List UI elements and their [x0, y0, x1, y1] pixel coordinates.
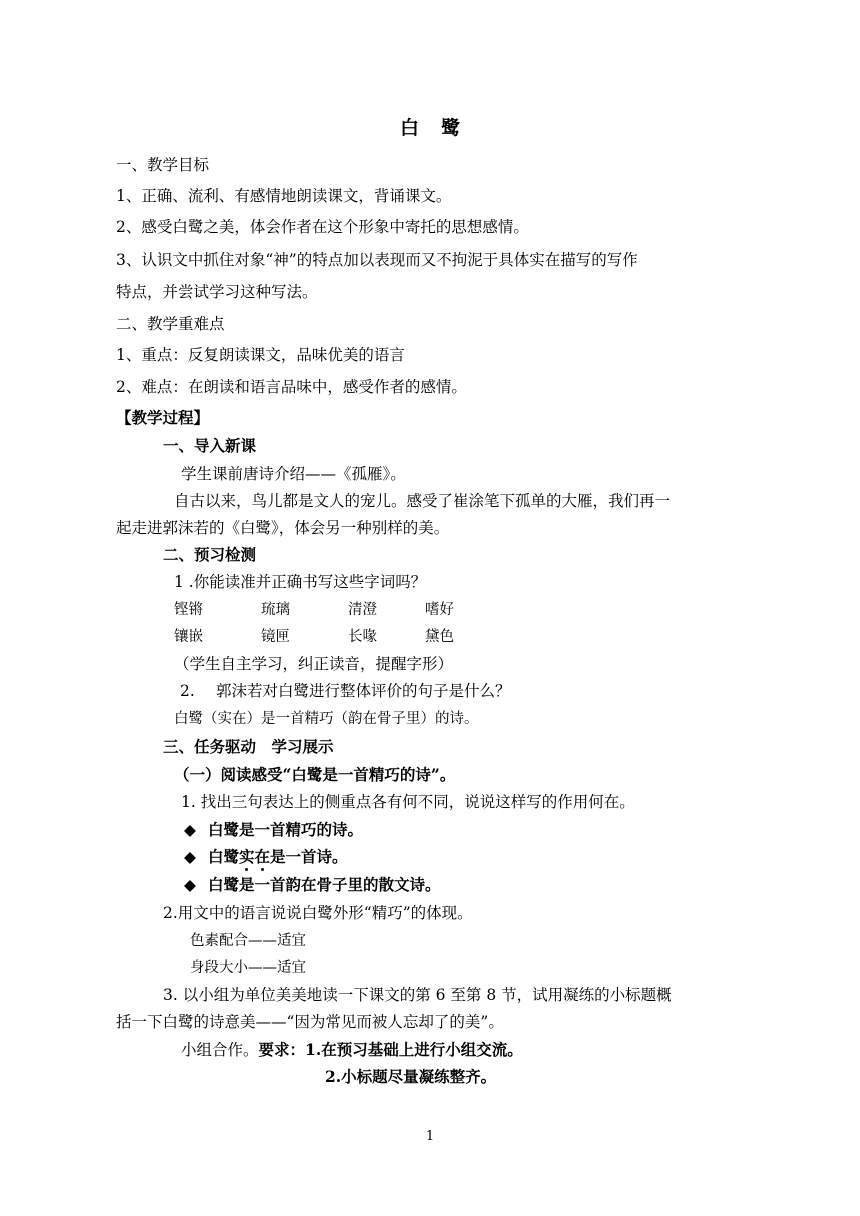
task-question-2: 2.用文中的语言说说白鹭外形“精巧”的体现。: [163, 904, 473, 922]
emphasis-dot: 实: [239, 847, 255, 866]
objective-item: 1、正确、流利、有感情地朗读课文，背诵课文。: [116, 187, 452, 205]
preview-question-1: 1 .你能读准并正确书写这些字词吗？: [174, 573, 427, 591]
intro-text: 学生课前唐诗介绍——《孤雁》。: [181, 465, 406, 483]
vocab-word: 镜匣: [261, 629, 290, 645]
preview-question-2: 郭沫若对白鹭进行整体评价的句子是什么？: [216, 682, 511, 700]
diamond-bullet-icon: ◆: [184, 847, 196, 866]
task-answer: 色素配合——适宜: [190, 933, 306, 949]
preview-note: （学生自主学习，纠正读音，提醒字形）: [174, 655, 454, 673]
vocab-word: 清澄: [348, 602, 377, 618]
objective-item: 3、认识文中抓住对象“神”的特点加以表现而又不拘泥于具体实在描写的写作: [116, 251, 638, 269]
bullet-item: ◆ 白鹭实在是一首诗。: [184, 847, 348, 866]
objective-item: 特点，并尝试学习这种写法。: [116, 283, 318, 301]
keypoint-item: 2、难点：在朗读和语言品味中，感受作者的感情。: [116, 378, 467, 396]
bullet-item: ◆ 白鹭是一首精巧的诗。: [184, 820, 364, 839]
vocab-word: 嗜好: [425, 602, 454, 618]
objectives-heading: 一、教学目标: [116, 156, 210, 174]
intro-heading: 一、导入新课: [163, 436, 257, 455]
keypoints-heading: 二、教学重难点: [116, 315, 225, 333]
preview-answer: 白鹭（实在）是一首精巧（韵在骨子里）的诗。: [174, 711, 479, 727]
task-question-3: 括一下白鹭的诗意美——“因为常见而被人忘却了的美”。: [116, 1013, 504, 1031]
preview-heading: 二、预习检测: [163, 545, 257, 564]
group-requirement: 2.小标题尽量凝练整齐。: [325, 1067, 497, 1086]
task-question-3: 3. 以小组为单位美美地读一下课文的第 6 至第 8 节，试用凝练的小标题概: [163, 986, 672, 1004]
page-number: 1: [425, 1129, 435, 1144]
task-question-1: 1. 找出三句表达上的侧重点各有何不同，说说这样写的作用何在。: [181, 793, 635, 811]
vocab-word: 铿锵: [174, 602, 203, 618]
task-heading: 三、任务驱动 学习展示: [163, 737, 334, 756]
vocab-word: 琉璃: [261, 602, 290, 618]
emphasis-dot: 在: [254, 847, 271, 866]
bullet-item: ◆ 白鹭是一首韵在骨子里的散文诗。: [184, 875, 441, 894]
vocab-word: 镶嵌: [174, 629, 203, 645]
diamond-bullet-icon: ◆: [184, 875, 196, 894]
process-heading: 【教学过程】: [116, 408, 210, 427]
vocab-word: 黛色: [425, 629, 454, 645]
vocab-word: 长喙: [348, 629, 377, 645]
preview-question-2-number: 2.: [180, 682, 195, 700]
keypoint-item: 1、重点：反复朗读课文，品味优美的语言: [116, 346, 405, 364]
diamond-bullet-icon: ◆: [184, 820, 196, 839]
intro-text: 起走进郭沫若的《白鹭》，体会另一种别样的美。: [116, 519, 450, 537]
task-subheading: （一）阅读感受“白鹭是一首精巧的诗”。: [174, 765, 456, 784]
page-title: 白 鹭: [399, 117, 461, 139]
intro-text: 自古以来，鸟儿都是文人的宠儿。感受了崔涂笔下孤单的大雁，我们再一: [174, 492, 671, 510]
group-requirement: 小组合作。要求：1.在预习基础上进行小组交流。: [181, 1040, 523, 1059]
objective-item: 2、感受白鹭之美，体会作者在这个形象中寄托的思想感情。: [116, 218, 529, 236]
task-answer: 身段大小——适宜: [190, 960, 306, 976]
emphasis-dotted-text: 韵在骨子里: [285, 875, 364, 894]
